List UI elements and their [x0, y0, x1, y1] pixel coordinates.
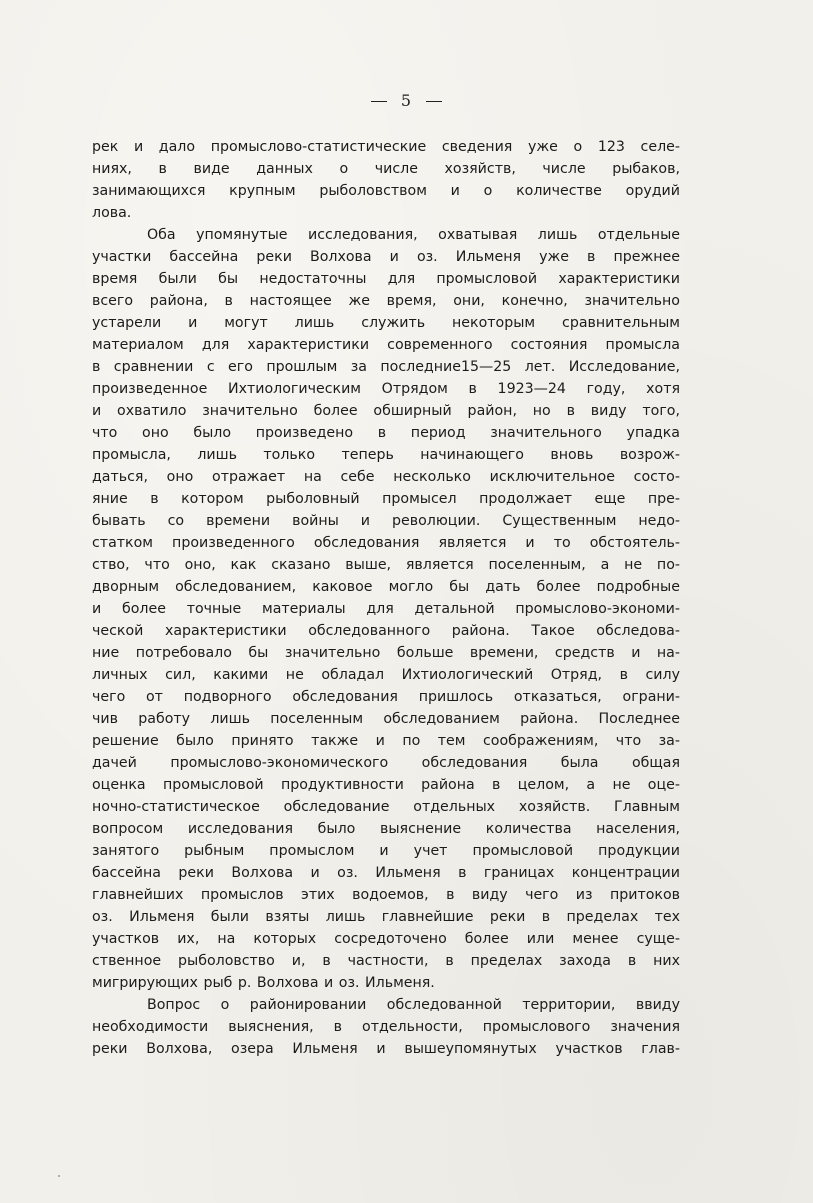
text-line: произведенное Ихтиологическим Отрядом в 1923—24 году, хотя: [92, 381, 680, 397]
text-line: ние потребовало бы значительно больше времени, средств и на-: [92, 645, 680, 661]
text-line: и более точные материалы для детальной промыслово-экономи-: [92, 601, 680, 617]
text-line: главнейших промыслов этих водоемов, в виду чего из притоков: [92, 887, 680, 903]
text-line: материалом для характеристики современного состояния промысла: [92, 337, 680, 353]
text-line: участков их, на которых сосредоточено более или менее суще-: [92, 931, 680, 947]
text-line: дачей промыслово-экономического обследования была общая: [92, 755, 680, 771]
text-line: оценка промысловой продуктивности района в целом, а не оце-: [92, 777, 680, 793]
text-line: что оно было произведено в период значительного упадка: [92, 425, 680, 441]
text-line: занятого рыбным промыслом и учет промысловой продукции: [92, 843, 680, 859]
text-line: бывать со времени войны и революции. Существенным недо-: [92, 513, 680, 529]
page-number-value: 5: [400, 91, 413, 110]
text-line: занимающихся крупным рыболовством и о количестве орудий: [92, 183, 680, 199]
text-line: всего района, в настоящее же время, они, конечно, значительно: [92, 293, 680, 309]
text-line: даться, оно отражает на себе несколько исключительное состо-: [92, 469, 680, 485]
text-line: дворным обследованием, каковое могло бы дать более подробные: [92, 579, 680, 595]
text-line: ственное рыболовство и, в частности, в пределах захода в них: [92, 953, 680, 969]
page-number-dash-right: [426, 101, 442, 103]
text-line: время были бы недостаточны для промысловой характеристики: [92, 271, 680, 287]
text-line: реки Волхова, озера Ильменя и вышеупомянутых участков глав-: [92, 1041, 680, 1057]
text-line: Вопрос о районировании обследованной территории, ввиду: [147, 997, 680, 1013]
text-line: лова.: [92, 205, 132, 221]
text-line: Оба упомянутые исследования, охватывая лишь отдельные: [147, 227, 680, 243]
text-line: мигрирующих рыб р. Волхова и оз. Ильменя.: [92, 975, 435, 991]
body-text: [92, 136, 680, 1060]
text-line: яние в котором рыболовный промысел продолжает еще пре-: [92, 491, 680, 507]
text-line: устарели и могут лишь служить некоторым сравнительным: [92, 315, 680, 331]
text-line: оз. Ильменя были взяты лишь главнейшие реки в пределах тех: [92, 909, 680, 925]
text-line: решение было принято также и по тем соображениям, что за-: [92, 733, 680, 749]
text-line: промысла, лишь только теперь начинающего вновь возрож-: [92, 447, 680, 463]
text-line: личных сил, какими не обладал Ихтиологический Отряд, в силу: [92, 667, 680, 683]
page-number-dash-left: [371, 101, 387, 103]
text-line: и охватило значительно более обширный район, но в виду того,: [92, 403, 680, 419]
text-line: ство, что оно, как сказано выше, является поселенным, а не по-: [92, 557, 680, 573]
text-line: чив работу лишь поселенным обследованием района. Последнее: [92, 711, 680, 727]
text-line: вопросом исследования было выяснение количества населения,: [92, 821, 680, 837]
paper-speck: [58, 1175, 60, 1177]
text-line: бассейна реки Волхова и оз. Ильменя в границах концентрации: [92, 865, 680, 881]
text-line: чего от подворного обследования пришлось отказаться, ограни-: [92, 689, 680, 705]
text-line: ниях, в виде данных о числе хозяйств, числе рыбаков,: [92, 161, 680, 177]
text-line: участки бассейна реки Волхова и оз. Ильменя уже в прежнее: [92, 249, 680, 265]
text-line: в сравнении с его прошлым за последние15—25 лет. Исследование,: [92, 359, 680, 375]
text-line: необходимости выяснения, в отдельности, промыслового значения: [92, 1019, 680, 1035]
text-line: ческой характеристики обследованного района. Такое обследова-: [92, 623, 680, 639]
text-line: статком произведенного обследования является и то обстоятель-: [92, 535, 680, 551]
text-line: ночно-статистическое обследование отдельных хозяйств. Главным: [92, 799, 680, 815]
page-number: [0, 91, 813, 110]
text-line: рек и дало промыслово-статистические сведения уже о 123 селе-: [92, 139, 680, 155]
